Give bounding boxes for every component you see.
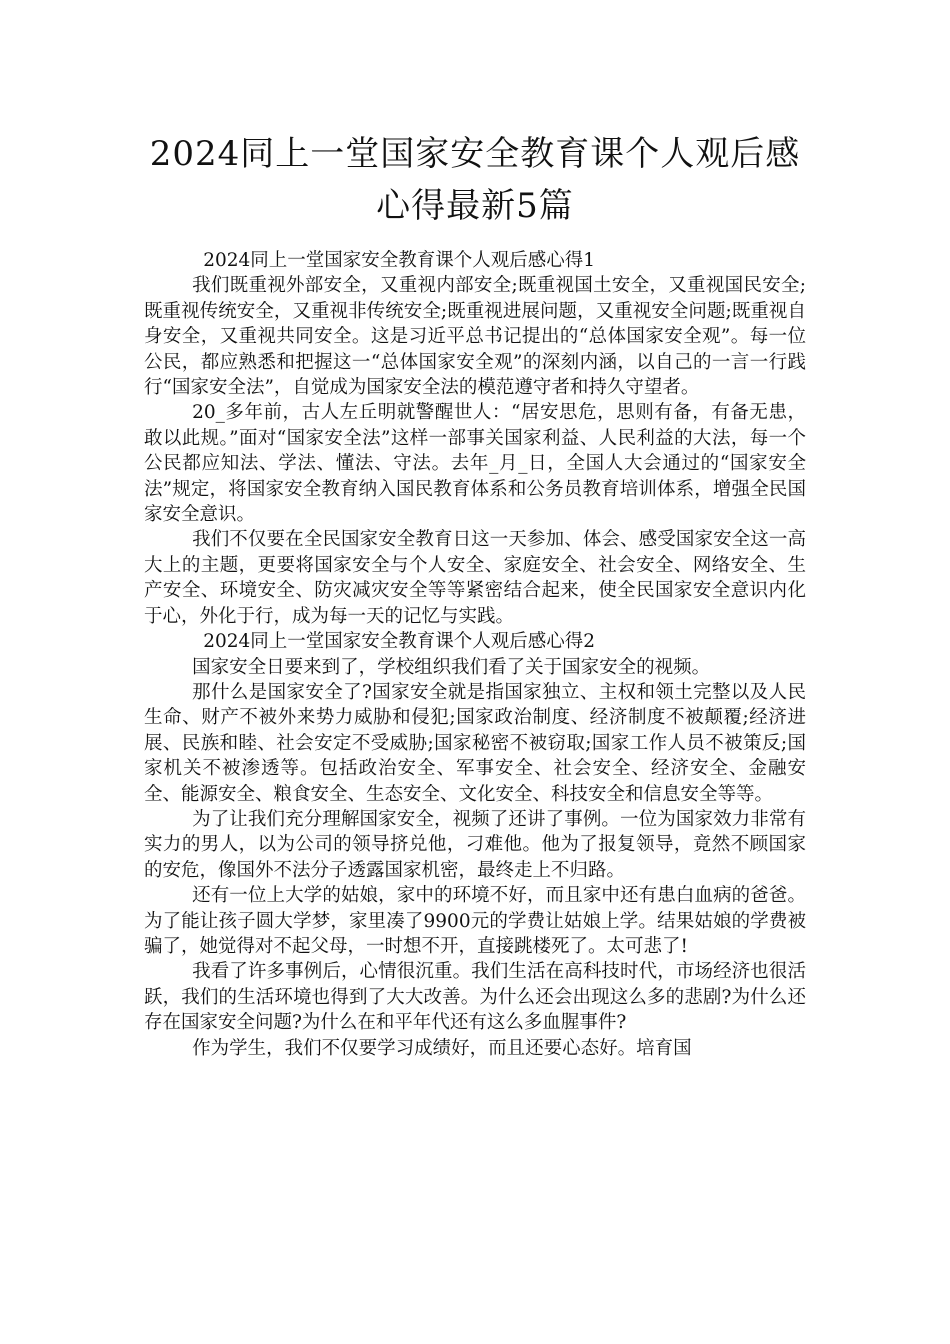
paragraph: 我们不仅要在全民国家安全教育日这一天参加、体会、感受国家安全这一高大上的主题，更要将国家安全与个人安全、家庭安全、社会安全、网络安全、生产安全、环境安全、防灾减灾安全等等紧密结合起来，使全民国家安全意识内化于心，外化于行，成为每一天的记忆与实践。 xyxy=(144,529,806,627)
title-line-2: 心得最新5篇 xyxy=(376,186,574,226)
paragraph: 为了让我们充分理解国家安全，视频了还讲了事例。一位为国家效力非常有实力的男人，以为公司的领导挤兑他，刁难他。他为了报复领导，竟然不顾国家的安危，像国外不法分子透露国家机密，最终走上不归路。 xyxy=(144,808,806,881)
paragraph: 我们既重视外部安全，又重视内部安全;既重视国土安全，又重视国民安全;既重视传统安全，又重视非传统安全;既重视进展问题，又重视安全问题;既重视自身安全，又重视共同安全。这是习近平总书记提出的“总体国家安全观”。每一位公民，都应熟悉和把握这一“总体国家安全观”的深刻内涵，以自己的一言一行践行“国家安全法”，自觉成为国家安全法的模范遵守者和持久守望者。 xyxy=(144,275,806,399)
paragraph: 20_多年前，古人左丘明就警醒世人：“居安思危，思则有备，有备无患，敢以此规。”面对“国家安全法”这样一部事关国家利益、人民利益的大法，每一个公民都应知法、学法、懂法、守法。去年_月_日，全国人大会通过的“国家安全法”规定，将国家安全教育纳入国民教育体系和公务员教育培训体系，增强全民国家安全意识。 xyxy=(144,402,806,526)
paragraph: 还有一位上大学的姑娘，家中的环境不好，而且家中还有患白血病的爸爸。为了能让孩子圆大学梦，家里凑了9900元的学费让姑娘上学。结果姑娘的学费被骗了，她觉得对不起父母，一时想不开，直接跳楼死了。太可悲了! xyxy=(144,885,806,957)
paragraph: 作为学生，我们不仅要学习成绩好，而且还要心态好。培育国 xyxy=(192,1037,692,1059)
paragraph: 那什么是国家安全了?国家安全就是指国家独立、主权和领土完整以及人民生命、财产不被外来势力威胁和侵犯;国家政治制度、经济制度不被颠覆;经济进展、民族和睦、社会安定不受威胁;国家秘密不被窃取;国家工作人员不被策反;国家机关不被渗透等。包括政治安全、军事安全、社会安全、经济安全、金融安全、能源安全、粮食安全、生态安全、文化安全、科技安全和信息安全等等。 xyxy=(144,681,806,805)
paragraph: 我看了许多事例后，心情很沉重。我们生活在高科技时代，市场经济也很活跃，我们的生活环境也得到了大大改善。为什么还会出现这么多的悲剧?为什么还存在国家安全问题?为什么在和平年代还有这么多血腥事件? xyxy=(144,961,806,1034)
paragraph: 国家安全日要来到了，学校组织我们看了关于国家安全的视频。 xyxy=(192,656,711,678)
document-body xyxy=(144,248,806,1061)
section-heading-1: 2024同上一堂国家安全教育课个人观后感心得1 xyxy=(203,250,596,271)
section-heading-2: 2024同上一堂国家安全教育课个人观后感心得2 xyxy=(203,631,596,653)
title-line-1: 2024同上一堂国家安全教育课个人观后感 xyxy=(149,134,801,174)
document-title xyxy=(120,128,830,232)
